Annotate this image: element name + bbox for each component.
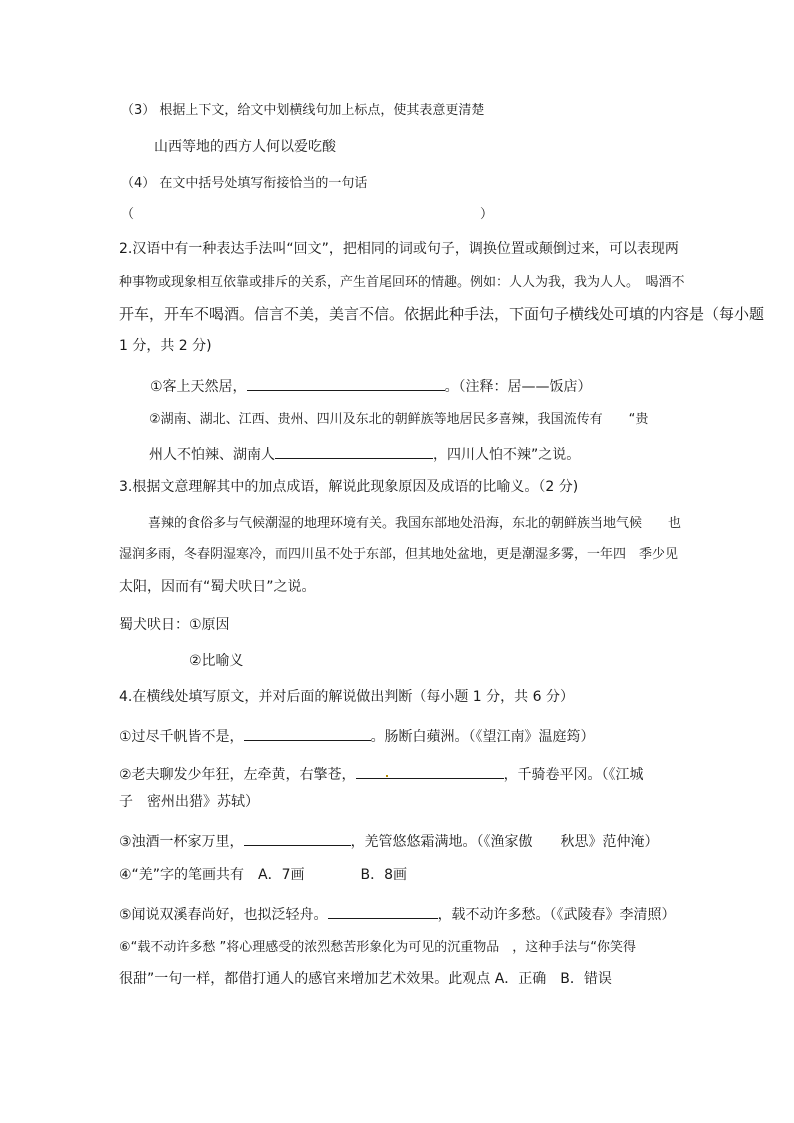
p4-line-2-tail: ，千骑卷平冈。（《江城	[503, 767, 644, 783]
p2-item-1-note: 。（注释：居——饭店）	[444, 379, 592, 395]
p4-line-2-text: ②老夫聊发少年狂，左牵黄，右擎苍，	[119, 767, 356, 783]
p4-line-3-tail: ，羌管悠悠霜满地。（《渔家傲 秋思》范仲淹）	[350, 834, 659, 850]
p2-item-2-text: 州人不怕辣、湖南人	[149, 447, 275, 463]
p4-line-5-tail: ，载不动许多愁。（《武陵春》李清照）	[437, 907, 676, 923]
q4-title: （4） 在文中括号处填写衔接恰当的一句话	[121, 176, 368, 191]
p4-line-5	[119, 904, 676, 922]
p4-line-6a: ⑥“载不动许多愁 ”将心理感受的浓烈愁苦形象化为可见的沉重物品 ，这种手法与“你笑得	[119, 940, 636, 955]
p2-line-2: 种事物或现象相互依靠或排斥的关系，产生首尾回环的情趣。例如：人人为我，我为人人。 喝酒不	[119, 275, 685, 290]
p4-line-1-blank[interactable]	[244, 726, 371, 741]
p2-line-3: 开车，开车不喝酒。信言不美，美言不信。依据此种手法，下面句子横线处可填的内容是（每小题	[119, 305, 765, 323]
p3-title: 3.根据文意理解其中的加点成语，解说此现象原因及成语的比喻义。（2 分)	[119, 479, 579, 495]
p2-item-2-tail: ，四川人怕不辣”之说。	[433, 447, 581, 463]
q4-close-paren: ）	[480, 207, 494, 222]
p3-text-1: 喜辣的食俗多与气候潮湿的地理环境有关。我国东部地处沿海，东北的朝鲜族当地气候 也	[148, 516, 682, 531]
p2-item-1-blank[interactable]	[247, 376, 445, 391]
p4-title: 4.在横线处填写原文，并对后面的解说做出判断（每小题 1 分，共 6 分）	[119, 689, 574, 705]
p4-line-2-blank[interactable]	[356, 764, 504, 779]
p3-text-3: 太阳，因而有“蜀犬吠日”之说。	[119, 579, 316, 595]
p4-line-1-text: ①过尽千帆皆不是，	[119, 729, 244, 745]
p4-line-2	[119, 764, 644, 782]
p4-line-1-tail: 。肠断白蘋洲。（《望江南》温庭筠）	[370, 729, 595, 745]
p4-line-5-text: ⑤闻说双溪春尚好，也拟泛轻舟。	[119, 907, 328, 923]
p3-answer-1: 蜀犬吠日：①原因	[119, 617, 230, 633]
q4-open-paren: （	[121, 207, 135, 222]
q3-title: （3） 根据上下文，给文中划横线句加上标点，使其表意更清楚	[121, 103, 485, 118]
p2-item-1	[150, 376, 592, 394]
q3-sentence: 山西等地的西方人何以爱吃酸	[154, 139, 336, 155]
p2-line-1: 2.汉语中有一种表达手法叫“回文”，把相同的词或句子，调换位置或颠倒过来，可以表现两	[119, 241, 679, 257]
p2-item-2-line-2	[149, 444, 580, 462]
p4-line-1	[119, 726, 595, 744]
p4-line-2b: 子 密州出猎》苏轼）	[119, 794, 259, 810]
p4-line-3-blank[interactable]	[244, 831, 351, 846]
p2-item-2-line-1: ②湖南、湖北、江西、贵州、四川及东北的朝鲜族等地居民多喜辣，我国流传有 “贵	[149, 412, 649, 427]
p4-line-6b: 很甜”一句一样，都借打通人的感官来增加艺术效果。此观点 A．正确 B．错误	[119, 971, 612, 987]
p4-line-5-blank[interactable]	[328, 904, 438, 919]
p2-item-2-blank[interactable]	[275, 444, 433, 459]
p3-answer-2: ②比喻义	[189, 653, 244, 669]
p4-line-4: ④“羌”字的笔画共有 A．7画 B．8画	[119, 867, 408, 883]
p4-line-3-text: ③浊酒一杯家万里，	[119, 834, 244, 850]
p3-text-2: 湿润多雨，冬春阴湿寒冷，而四川虽不处于东部，但其地处盆地，更是潮湿多雾，一年四 季少见	[119, 547, 679, 562]
p2-item-1-text: ①客上天然居，	[150, 379, 247, 395]
p2-line-4: 1 分，共 2 分)	[119, 338, 212, 354]
p4-line-3	[119, 831, 659, 849]
yellow-mark	[386, 775, 388, 777]
